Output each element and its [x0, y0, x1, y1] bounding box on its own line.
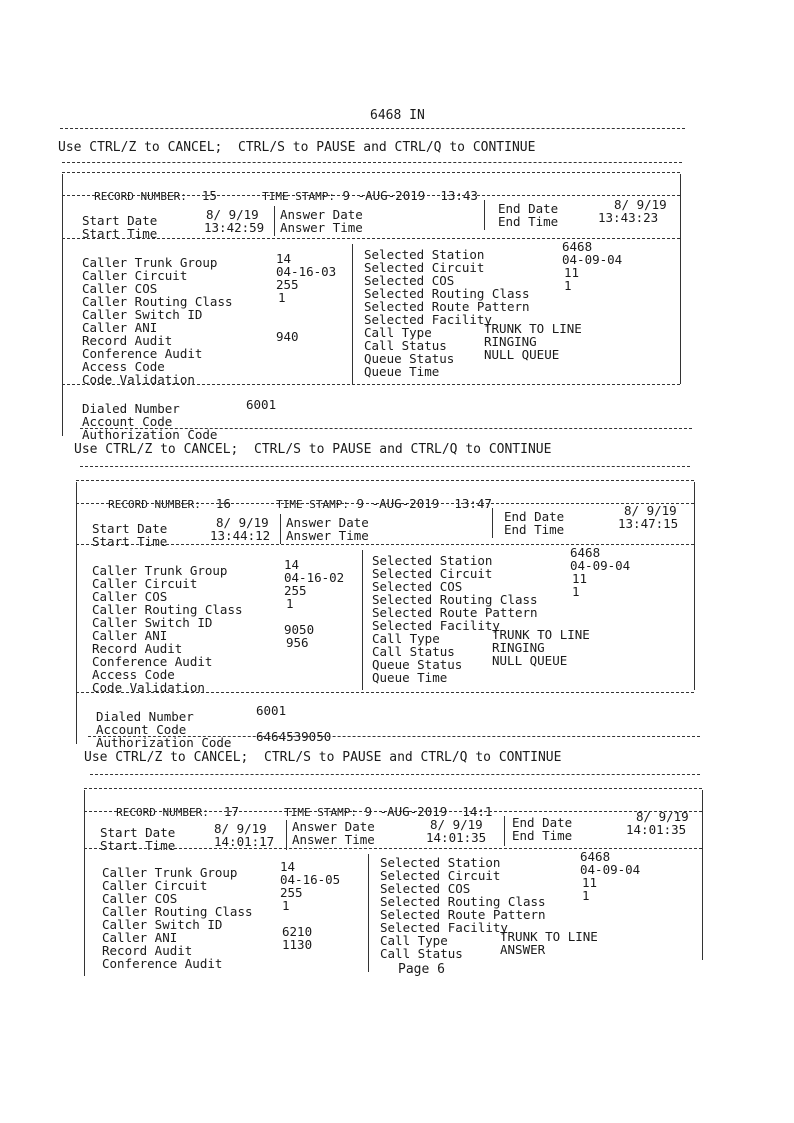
selected-cos-label: Selected COS	[380, 881, 471, 896]
border	[362, 550, 363, 690]
selected-routing-class-label: Selected Routing Class	[364, 286, 530, 301]
selected-cos: 11	[582, 875, 598, 890]
start-date: 8/ 9/19	[214, 821, 267, 836]
caller-trunk-group: 14	[280, 859, 296, 874]
separator	[62, 162, 682, 163]
queue-time-label: Queue Time	[364, 364, 440, 379]
end-date: 8/ 9/19	[614, 197, 667, 212]
authorization-code-label: Authorization Code	[96, 735, 232, 750]
separator	[80, 466, 690, 467]
caller-ani-label: Caller ANI	[102, 930, 178, 945]
dialed-number-label: Dialed Number	[96, 709, 194, 724]
caller-cos-label: Caller COS	[102, 891, 178, 906]
dialed-number: 6001	[246, 397, 277, 412]
start-time-label: Start Time	[92, 534, 168, 549]
caller-cos-label: Caller COS	[92, 589, 168, 604]
command-prompt: Use CTRL/Z to CANCEL; CTRL/S to PAUSE and CTRL/Q to CONTINUE	[84, 750, 562, 765]
call-type-label: Call Type	[372, 631, 440, 646]
caller-trunk-group: 14	[284, 557, 300, 572]
start-date-label: Start Date	[82, 213, 158, 228]
selected-station: 6468	[562, 239, 593, 254]
border	[492, 508, 493, 538]
time-stamp: 9 -AUG-2019 14:1	[364, 804, 493, 819]
selected-circuit-label: Selected Circuit	[380, 868, 501, 883]
caller-routing-class: 1	[286, 596, 294, 611]
record-number: 16	[215, 496, 231, 511]
selected-station-label: Selected Station	[372, 553, 493, 568]
selected-circuit: 04-09-04	[562, 252, 623, 267]
record-number-label: RECORD NUMBER:	[108, 498, 201, 511]
separator	[76, 503, 694, 504]
answer-time: 14:01:35	[426, 830, 487, 845]
call-status-label: Call Status	[372, 644, 455, 659]
record-header	[78, 484, 492, 524]
call-type-label: Call Type	[380, 933, 448, 948]
selected-routing-class-label: Selected Routing Class	[372, 592, 538, 607]
border	[504, 816, 505, 846]
selected-routing-class-label: Selected Routing Class	[380, 894, 546, 909]
call-type: TRUNK TO LINE	[500, 929, 598, 944]
record-block	[72, 478, 702, 750]
time-stamp: 9 -AUG-2019 13:43	[342, 188, 478, 203]
border	[280, 514, 281, 544]
selected-facility-label: Selected Facility	[372, 618, 500, 633]
queue-time-label: Queue Time	[372, 670, 448, 685]
caller-switch-id-label: Caller Switch ID	[92, 615, 213, 630]
queue-status: NULL QUEUE	[492, 653, 568, 668]
answer-date: 8/ 9/19	[430, 817, 483, 832]
start-date: 8/ 9/19	[216, 515, 269, 530]
end-time-label: End Time	[512, 828, 573, 843]
selected-station-label: Selected Station	[380, 855, 501, 870]
answer-time-label: Answer Time	[280, 220, 363, 235]
separator	[62, 384, 680, 385]
end-date-label: End Date	[498, 201, 559, 216]
border	[62, 174, 63, 436]
answer-date-label: Answer Date	[286, 515, 369, 530]
border	[680, 174, 681, 384]
end-time-label: End Time	[498, 214, 559, 229]
call-status: ANSWER	[500, 942, 546, 957]
time-stamp-label: TIME STAMP:	[284, 806, 357, 819]
record-audit-label: Record Audit	[82, 333, 173, 348]
start-time: 13:44:12	[210, 528, 271, 543]
caller-circuit-label: Caller Circuit	[82, 268, 188, 283]
answer-date-label: Answer Date	[280, 207, 363, 222]
separator	[76, 544, 694, 545]
code-validation-label: Code Validation	[82, 372, 195, 387]
end-time-label: End Time	[504, 522, 565, 537]
call-status: RINGING	[492, 640, 545, 655]
caller-cos-label: Caller COS	[82, 281, 158, 296]
record-number-label: RECORD NUMBER:	[94, 190, 187, 203]
end-date: 8/ 9/19	[636, 809, 689, 824]
start-time-label: Start Time	[82, 226, 158, 241]
conference-audit-label: Conference Audit	[82, 346, 203, 361]
answer-time-label: Answer Time	[286, 528, 369, 543]
record-number: 15	[201, 188, 217, 203]
start-date: 8/ 9/19	[206, 207, 259, 222]
caller-trunk-group-label: Caller Trunk Group	[92, 563, 228, 578]
access-code-label: Access Code	[82, 359, 165, 374]
call-status: RINGING	[484, 334, 537, 349]
selected-cos-label: Selected COS	[364, 273, 455, 288]
caller-circuit: 04-16-05	[280, 872, 341, 887]
end-time: 13:43:23	[598, 210, 659, 225]
border	[286, 820, 287, 850]
access-code-label: Access Code	[92, 667, 175, 682]
time-stamp: 9 -AUG-2019 13:47	[356, 496, 492, 511]
selected-circuit: 04-09-04	[580, 862, 641, 877]
conference-audit-label: Conference Audit	[102, 956, 223, 971]
border	[352, 244, 353, 384]
record-block	[80, 786, 710, 976]
caller-trunk-group-label: Caller Trunk Group	[102, 865, 238, 880]
authorization-code: 6464539050	[256, 729, 332, 744]
selected-routing-class: 1	[572, 584, 580, 599]
call-type: TRUNK TO LINE	[484, 321, 582, 336]
start-time: 14:01:17	[214, 834, 275, 849]
caller-routing-class-label: Caller Routing Class	[82, 294, 233, 309]
end-date: 8/ 9/19	[624, 503, 677, 518]
separator	[62, 172, 680, 173]
selected-route-pattern-label: Selected Route Pattern	[380, 907, 546, 922]
border	[274, 206, 275, 236]
caller-cos: 255	[276, 277, 299, 292]
selected-cos: 11	[572, 571, 588, 586]
separator	[84, 811, 702, 812]
conference-audit-label: Conference Audit	[92, 654, 213, 669]
end-date-label: End Date	[512, 815, 573, 830]
separator	[80, 428, 692, 429]
separator	[88, 736, 700, 737]
queue-status: NULL QUEUE	[484, 347, 560, 362]
caller-switch-id-label: Caller Switch ID	[102, 917, 223, 932]
caller-ani-label: Caller ANI	[92, 628, 168, 643]
end-time: 14:01:35	[626, 822, 687, 837]
caller-cos: 255	[280, 885, 303, 900]
selected-circuit-label: Selected Circuit	[372, 566, 493, 581]
answer-date-label: Answer Date	[292, 819, 375, 834]
caller-circuit-label: Caller Circuit	[102, 878, 208, 893]
record-audit-label: Record Audit	[92, 641, 183, 656]
account-code-label: Account Code	[96, 722, 187, 737]
selected-facility-label: Selected Facility	[364, 312, 492, 327]
page-header: 6468 IN	[370, 108, 425, 123]
selected-station-label: Selected Station	[364, 247, 485, 262]
dialed-number: 6001	[256, 703, 287, 718]
call-status-label: Call Status	[380, 946, 463, 961]
selected-circuit: 04-09-04	[570, 558, 631, 573]
answer-time-label: Answer Time	[292, 832, 375, 847]
command-prompt: Use CTRL/Z to CANCEL; CTRL/S to PAUSE and CTRL/Q to CONTINUE	[74, 442, 552, 457]
caller-routing-class: 1	[282, 898, 290, 913]
record-audit-label: Record Audit	[102, 943, 193, 958]
end-date-label: End Date	[504, 509, 565, 524]
caller-cos: 255	[284, 583, 307, 598]
call-type: TRUNK TO LINE	[492, 627, 590, 642]
start-date-label: Start Date	[100, 825, 176, 840]
record-block	[58, 170, 688, 442]
caller-routing-class-label: Caller Routing Class	[92, 602, 243, 617]
record-header	[64, 176, 478, 216]
record-audit: 956	[286, 635, 309, 650]
separator	[84, 788, 702, 789]
start-time: 13:42:59	[204, 220, 265, 235]
time-stamp-label: TIME STAMP:	[276, 498, 349, 511]
record-number-label: RECORD NUMBER:	[116, 806, 209, 819]
caller-circuit-label: Caller Circuit	[92, 576, 198, 591]
border	[84, 790, 85, 976]
caller-trunk-group: 14	[276, 251, 292, 266]
start-date-label: Start Date	[92, 521, 168, 536]
selected-cos: 11	[564, 265, 580, 280]
caller-ani: 6210	[282, 924, 313, 939]
caller-ani: 9050	[284, 622, 315, 637]
selected-routing-class: 1	[564, 278, 572, 293]
caller-circuit: 04-16-03	[276, 264, 337, 279]
selected-facility-label: Selected Facility	[380, 920, 508, 935]
border	[368, 854, 369, 972]
call-type-label: Call Type	[364, 325, 432, 340]
separator	[60, 128, 685, 129]
selected-route-pattern-label: Selected Route Pattern	[364, 299, 530, 314]
selected-circuit-label: Selected Circuit	[364, 260, 485, 275]
separator	[76, 480, 694, 481]
selected-route-pattern-label: Selected Route Pattern	[372, 605, 538, 620]
border	[694, 482, 695, 690]
border	[484, 200, 485, 230]
caller-trunk-group-label: Caller Trunk Group	[82, 255, 218, 270]
command-prompt: Use CTRL/Z to CANCEL; CTRL/S to PAUSE and CTRL/Q to CONTINUE	[58, 140, 536, 155]
border	[702, 790, 703, 960]
authorization-code-label: Authorization Code	[82, 427, 218, 442]
separator	[62, 195, 680, 196]
record-number: 17	[223, 804, 239, 819]
start-time-label: Start Time	[100, 838, 176, 853]
time-stamp-label: TIME STAMP:	[262, 190, 335, 203]
caller-circuit: 04-16-02	[284, 570, 345, 585]
record-audit: 1130	[282, 937, 313, 952]
caller-routing-class: 1	[278, 290, 286, 305]
border	[76, 482, 77, 744]
end-time: 13:47:15	[618, 516, 679, 531]
dialed-number-label: Dialed Number	[82, 401, 180, 416]
queue-status-label: Queue Status	[372, 657, 463, 672]
call-status-label: Call Status	[364, 338, 447, 353]
caller-switch-id-label: Caller Switch ID	[82, 307, 203, 322]
selected-station: 6468	[580, 849, 611, 864]
queue-status-label: Queue Status	[364, 351, 455, 366]
separator	[90, 774, 700, 775]
code-validation-label: Code Validation	[92, 680, 205, 695]
page-number: Page 6	[398, 962, 445, 977]
selected-station: 6468	[570, 545, 601, 560]
record-audit: 940	[276, 329, 299, 344]
caller-ani-label: Caller ANI	[82, 320, 158, 335]
selected-cos-label: Selected COS	[372, 579, 463, 594]
separator	[76, 692, 694, 693]
account-code-label: Account Code	[82, 414, 173, 429]
selected-routing-class: 1	[582, 888, 590, 903]
caller-routing-class-label: Caller Routing Class	[102, 904, 253, 919]
